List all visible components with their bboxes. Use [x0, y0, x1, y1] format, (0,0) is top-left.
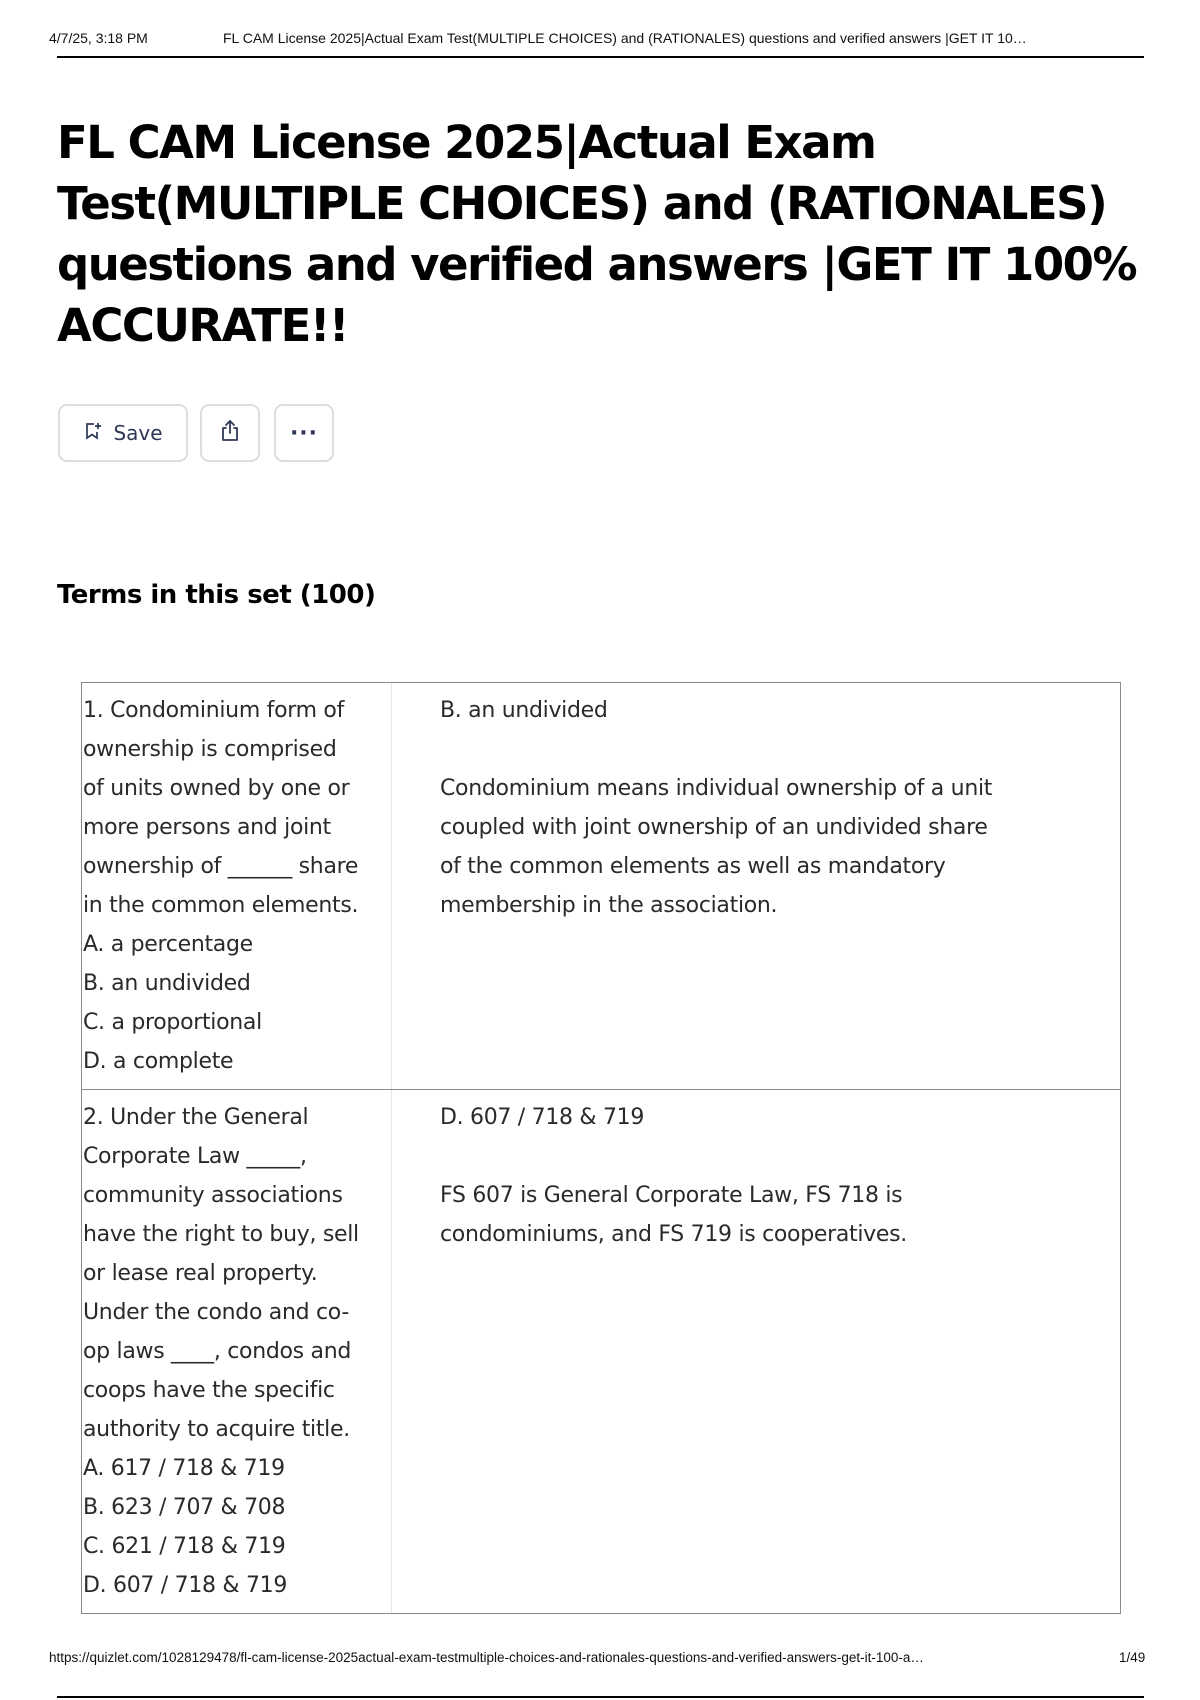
print-date: 4/7/25, 3:18 PM — [49, 30, 148, 46]
term-option: C. a proportional — [83, 1010, 262, 1035]
term-question — [82, 1090, 392, 1613]
term-answer: D. 607 / 718 & 719 — [440, 1105, 645, 1130]
term-line: more persons and joint — [83, 815, 331, 840]
term-line: 1. Condominium form of — [83, 698, 345, 723]
term-line: community associations — [83, 1183, 343, 1208]
term-line: ownership is comprised — [83, 737, 337, 762]
rationale-line: coupled with joint ownership of an undivided share — [440, 815, 988, 840]
page-title-line: FL CAM License 2025|Actual Exam — [57, 116, 876, 169]
rationale-line: of the common elements as well as mandatory — [440, 854, 946, 879]
term-line: op laws ____, condos and — [83, 1339, 352, 1364]
header-rule — [57, 56, 1144, 58]
more-dots-icon: ··· — [289, 420, 319, 446]
terms-table — [81, 682, 1121, 1614]
page-title — [57, 112, 1147, 356]
term-option: A. 617 / 718 & 719 — [83, 1456, 285, 1481]
rationale-line: condominiums, and FS 719 is cooperatives. — [440, 1222, 907, 1247]
term-line: in the common elements. — [83, 893, 359, 918]
term-definition — [392, 683, 1120, 1089]
save-button[interactable] — [58, 404, 188, 462]
term-line: have the right to buy, sell — [83, 1222, 359, 1247]
term-line: or lease real property. — [83, 1261, 318, 1286]
term-option: A. a percentage — [83, 932, 253, 957]
term-line: Corporate Law _____, — [83, 1144, 307, 1169]
share-button[interactable] — [200, 404, 260, 462]
term-line: of units owned by one or — [83, 776, 350, 801]
term-line: authority to acquire title. — [83, 1417, 350, 1442]
share-icon — [217, 418, 243, 448]
print-url: https://quizlet.com/1028129478/fl-cam-license-2025actual-exam-testmultiple-choices-and-rationales-questions-and-verified-answers-get-it-100-a… — [49, 1650, 924, 1665]
bookmark-add-icon — [83, 421, 103, 445]
term-option: D. 607 / 718 & 719 — [83, 1573, 288, 1598]
term-line: ownership of ______ share — [83, 854, 359, 879]
term-rationale — [440, 769, 1100, 925]
page-title-line: Test(MULTIPLE CHOICES) and (RATIONALES) — [57, 177, 1107, 230]
term-line: coops have the specific — [83, 1378, 335, 1403]
term-option: D. a complete — [83, 1049, 234, 1074]
term-definition — [392, 1090, 1120, 1613]
save-label: Save — [113, 421, 163, 445]
print-page-number: 1/49 — [1119, 1650, 1146, 1665]
rationale-line: Condominium means individual ownership of a unit — [440, 776, 993, 801]
footer-rule — [57, 1696, 1144, 1698]
term-card — [82, 1089, 1120, 1613]
rationale-line: FS 607 is General Corporate Law, FS 718 is — [440, 1183, 903, 1208]
term-question — [82, 683, 392, 1089]
term-option: C. 621 / 718 & 719 — [83, 1534, 286, 1559]
more-options-button[interactable] — [274, 404, 334, 462]
term-card — [82, 683, 1120, 1089]
page-title-line: questions and verified answers |GET IT 100% — [57, 238, 1137, 291]
terms-heading: Terms in this set (100) — [57, 580, 376, 610]
print-doc-title: FL CAM License 2025|Actual Exam Test(MULTIPLE CHOICES) and (RATIONALES) questions and verified answers |GET IT 10… — [223, 30, 1027, 46]
term-option: B. 623 / 707 & 708 — [83, 1495, 286, 1520]
term-rationale — [440, 1176, 1100, 1254]
rationale-line: membership in the association. — [440, 893, 778, 918]
term-option: B. an undivided — [83, 971, 251, 996]
term-line: Under the condo and co- — [83, 1300, 349, 1325]
page-title-line: ACCURATE!! — [57, 299, 348, 352]
term-answer: B. an undivided — [440, 698, 608, 723]
term-line: 2. Under the General — [83, 1105, 309, 1130]
